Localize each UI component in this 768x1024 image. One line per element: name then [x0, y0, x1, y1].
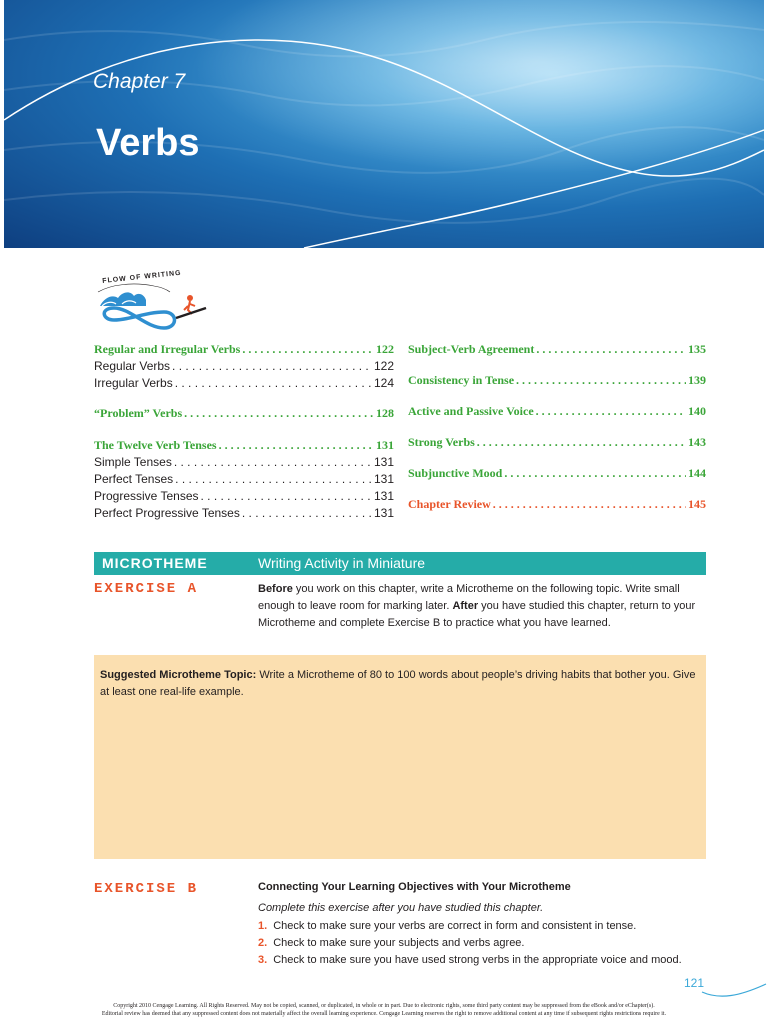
toc-entry-page: 131	[373, 506, 394, 520]
chapter-title: Verbs	[96, 122, 200, 164]
exercise-b-intro: Complete this exercise after you have studied this chapter.	[258, 902, 544, 914]
toc-entry-page: 131	[373, 455, 394, 469]
toc-entry-page: 128	[376, 406, 394, 420]
toc-leader-dots	[175, 376, 372, 390]
toc-leader-dots	[172, 359, 372, 373]
checklist-item-text: Check to make sure your subjects and verbs agree.	[273, 937, 525, 949]
suggested-topic-box	[94, 655, 706, 859]
exercise-a-text-2: you have studied this chapter, return to your Microtheme and complete Exercise B to practice what you have learned.	[258, 600, 696, 629]
toc-entry-page: 145	[688, 497, 706, 511]
toc-leader-dots	[175, 472, 372, 486]
exercise-b-title: Connecting Your Learning Objectives with Your Microtheme	[258, 881, 571, 893]
copyright-line-1: Copyright 2010 Cengage Learning. All Rights Reserved. May not be copied, scanned, or duplicated, in whole or in part. Due to electronic rights, some third party content may be suppressed from the eBook and/or eChapter(s).	[113, 1003, 655, 1009]
toc-entry	[408, 373, 706, 388]
toc-leader-dots	[219, 438, 374, 453]
toc-leader-dots	[477, 435, 686, 450]
chapter-banner	[4, 0, 764, 248]
microtheme-subtitle: Writing Activity in Miniature	[258, 555, 426, 571]
toc-leader-dots	[201, 489, 372, 503]
toc-entry-page: 144	[688, 466, 706, 480]
toc-entry-label: Progressive Tenses	[94, 489, 199, 503]
toc-leader-dots	[493, 497, 686, 512]
toc-leader-dots	[242, 506, 372, 520]
toc-entry	[94, 359, 394, 373]
suggested-topic-label: Suggested Microtheme Topic:	[100, 669, 257, 681]
toc-entry-label: Active and Passive Voice	[408, 404, 534, 418]
toc-entry-label: Regular Verbs	[94, 359, 171, 373]
toc-entry-page: 131	[373, 489, 394, 503]
toc-entry	[408, 466, 706, 481]
toc-leader-dots	[242, 342, 374, 357]
toc-leader-dots	[174, 455, 372, 469]
toc-entry	[94, 342, 394, 357]
toc-leader-dots	[516, 373, 686, 388]
checklist-item	[258, 952, 682, 969]
toc-entry-label: Irregular Verbs	[94, 376, 173, 390]
toc-entry	[94, 489, 394, 503]
toc-entry-page: 140	[688, 404, 706, 418]
suggested-topic-body: Write a Microtheme of 80 to 100 words about people’s driving habits that bother you. Give at least one real-life example.	[100, 669, 696, 698]
toc-entry-page: 124	[373, 376, 394, 390]
copyright-line-2: Editorial review has deemed that any suppressed content does not materially affect the overall learning experience. Cengage Learning reserves the right to remove additional content at any time if subsequent rights restrictions require it.	[101, 1011, 667, 1017]
checklist-item	[258, 918, 682, 935]
toc-leader-dots	[536, 342, 686, 357]
toc-entry	[94, 506, 394, 520]
microtheme-bar	[94, 552, 706, 575]
toc-entry	[94, 406, 394, 421]
toc-entry-label: Subjunctive Mood	[408, 466, 503, 480]
checklist-item-number: 1.	[258, 920, 268, 932]
toc-entry-page: 131	[373, 472, 394, 486]
toc-entry	[94, 438, 394, 453]
toc-entry-label: “Problem” Verbs	[94, 406, 183, 420]
toc-entry-page: 139	[688, 373, 706, 387]
toc-entry	[408, 497, 706, 512]
flow-of-writing-logo-graphic	[94, 276, 212, 336]
checklist-item-text: Check to make sure you have used strong verbs in the appropriate voice and mood.	[273, 954, 682, 966]
checklist-item	[258, 935, 682, 952]
toc-entry-page: 135	[688, 342, 706, 356]
toc-entry-label: Strong Verbs	[408, 435, 475, 449]
toc-entry-page: 122	[376, 342, 394, 356]
exercise-a-label: EXERCISE A	[94, 581, 199, 597]
exercise-a-after-word: After	[452, 600, 479, 612]
page-swoosh-decoration	[700, 980, 768, 1000]
exercise-a-before-word: Before	[258, 583, 293, 595]
toc-entry	[408, 404, 706, 419]
toc-entry-page: 122	[373, 359, 394, 373]
toc-entry-label: Consistency in Tense	[408, 373, 515, 387]
toc-leader-dots	[184, 406, 374, 421]
chapter-label: Chapter 7	[93, 70, 186, 93]
toc-entry	[408, 435, 706, 450]
checklist-item-text: Check to make sure your verbs are correct in form and consistent in tense.	[273, 920, 637, 932]
toc-entry-label: Perfect Tenses	[94, 472, 174, 486]
toc-entry-label: Subject-Verb Agreement	[408, 342, 535, 356]
exercise-a-text-1: you work on this chapter, write a Microtheme on the following topic. Write small enough to leave room for marking later.	[258, 583, 680, 612]
copyright-notice	[0, 1002, 768, 1018]
suggested-topic-text	[100, 667, 698, 701]
checklist-item-number: 3.	[258, 954, 268, 966]
toc-entry	[94, 376, 394, 390]
toc-entry-label: Chapter Review	[408, 497, 491, 511]
exercise-a-instructions	[258, 581, 708, 632]
toc-entry-page: 143	[688, 435, 706, 449]
flow-of-writing-logo-text: FLOW OF WRITING	[102, 269, 182, 285]
toc-entry-label: Perfect Progressive Tenses	[94, 506, 240, 520]
toc-leader-dots	[536, 404, 686, 419]
checklist-item-number: 2.	[258, 937, 268, 949]
page-number: 121	[684, 976, 705, 990]
toc-entry	[94, 455, 394, 469]
toc-entry-label: Simple Tenses	[94, 455, 172, 469]
toc-entry-label: The Twelve Verb Tenses	[94, 438, 217, 452]
toc-entry-label: Regular and Irregular Verbs	[94, 342, 241, 356]
toc-leader-dots	[504, 466, 686, 481]
microtheme-label: MICROTHEME	[102, 555, 208, 571]
toc-entry	[94, 472, 394, 486]
toc-entry	[408, 342, 706, 357]
toc-entry-page: 131	[376, 438, 394, 452]
flow-of-writing-logo	[94, 269, 212, 336]
exercise-b-checklist	[258, 918, 682, 969]
exercise-b-label: EXERCISE B	[94, 881, 199, 897]
